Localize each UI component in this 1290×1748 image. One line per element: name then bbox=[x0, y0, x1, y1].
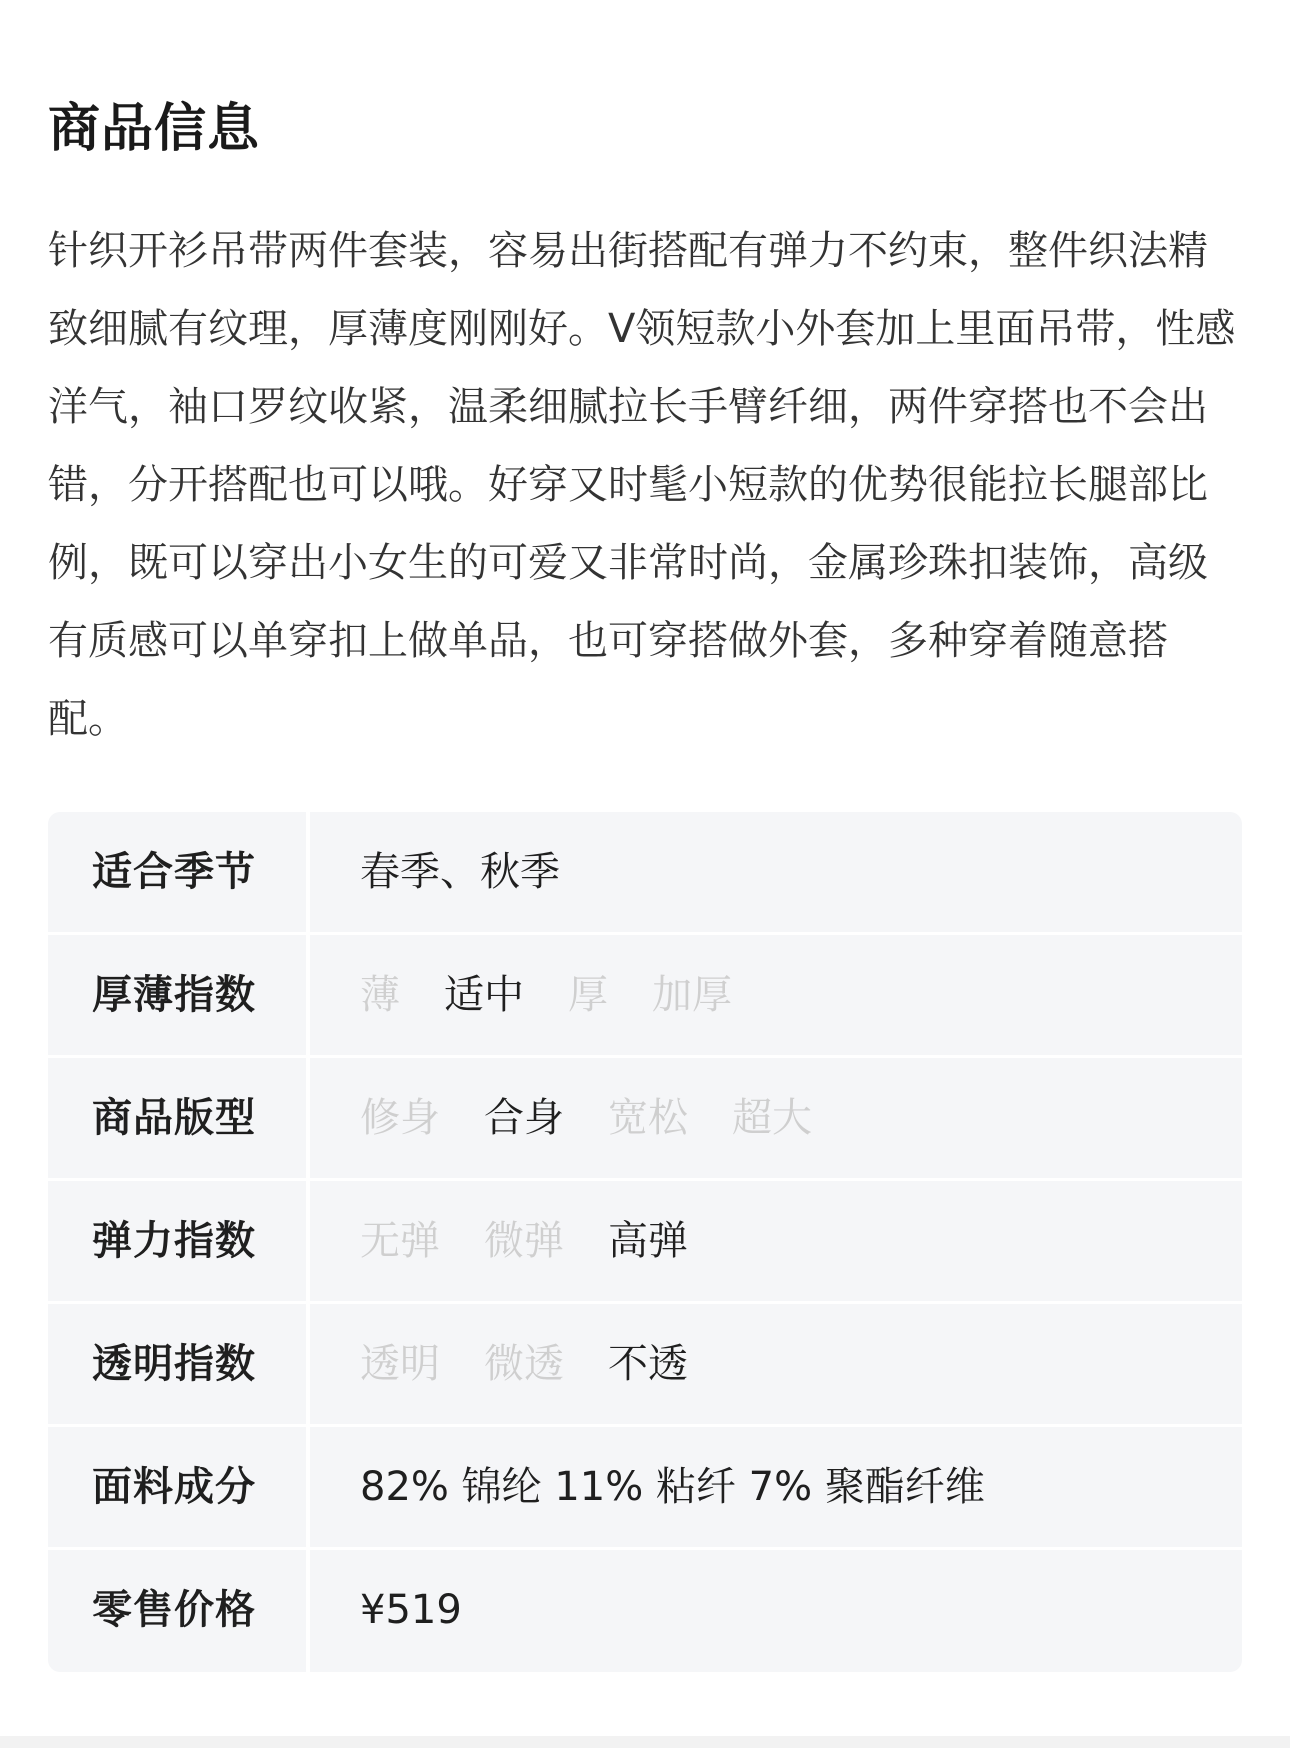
option-slight-stretch: 微弹 bbox=[484, 1218, 564, 1264]
spec-options bbox=[360, 1304, 732, 1424]
option-no-stretch: 无弹 bbox=[360, 1218, 440, 1264]
option-thin: 薄 bbox=[360, 972, 400, 1018]
spec-options bbox=[360, 1058, 856, 1178]
option-thick: 厚 bbox=[568, 972, 608, 1018]
option-loose: 宽松 bbox=[608, 1095, 688, 1141]
spec-row-season bbox=[48, 812, 1242, 932]
spec-label: 商品版型 bbox=[92, 1095, 256, 1141]
spec-row-fit bbox=[48, 1058, 1242, 1178]
spec-label: 面料成分 bbox=[92, 1464, 256, 1510]
spec-row-fabric bbox=[48, 1427, 1242, 1547]
option-medium: 适中 bbox=[444, 972, 524, 1018]
spec-row-thickness bbox=[48, 935, 1242, 1055]
spec-label: 适合季节 bbox=[92, 849, 256, 895]
spec-row-transparency bbox=[48, 1304, 1242, 1424]
spec-row-price bbox=[48, 1550, 1242, 1670]
spec-value: 82% 锦纶 11% 粘纤 7% 聚酯纤维 bbox=[360, 1464, 985, 1510]
option-oversized: 超大 bbox=[732, 1095, 812, 1141]
spec-label: 弹力指数 bbox=[92, 1218, 256, 1264]
option-slightly-transparent: 微透 bbox=[484, 1341, 564, 1387]
spec-table bbox=[48, 812, 1242, 1672]
product-description: 针织开衫吊带两件套装，容易出街搭配有弹力不约束，整件织法精致细腻有纹理，厚薄度刚刚好。V领短款小外套加上里面吊带，性感洋气，袖口罗纹收紧，温柔细腻拉长手臂纤细，两件穿搭也不会出错，分开搭配也可以哦。好穿又时髦小短款的优势很能拉长腿部比例，既可以穿出小女生的可爱又非常时尚，金属珍珠扣装饰，高级有质感可以单穿扣上做单品，也可穿搭做外套，多种穿着随意搭配。 bbox=[48, 228, 1236, 742]
option-extra-thick: 加厚 bbox=[652, 972, 732, 1018]
price-value: ¥519 bbox=[360, 1587, 462, 1633]
option-slim: 修身 bbox=[360, 1095, 440, 1141]
spec-options bbox=[360, 1181, 732, 1301]
option-transparent: 透明 bbox=[360, 1341, 440, 1387]
option-regular: 合身 bbox=[484, 1095, 564, 1141]
page-title: 商品信息 bbox=[48, 99, 261, 159]
option-high-stretch: 高弹 bbox=[608, 1218, 688, 1264]
spec-row-elasticity bbox=[48, 1181, 1242, 1301]
spec-value: 春季、秋季 bbox=[360, 849, 560, 895]
bottom-divider bbox=[0, 1736, 1290, 1748]
spec-label: 厚薄指数 bbox=[92, 972, 256, 1018]
spec-label: 零售价格 bbox=[92, 1587, 256, 1633]
option-opaque: 不透 bbox=[608, 1341, 688, 1387]
spec-label: 透明指数 bbox=[92, 1341, 256, 1387]
spec-options bbox=[360, 935, 776, 1055]
